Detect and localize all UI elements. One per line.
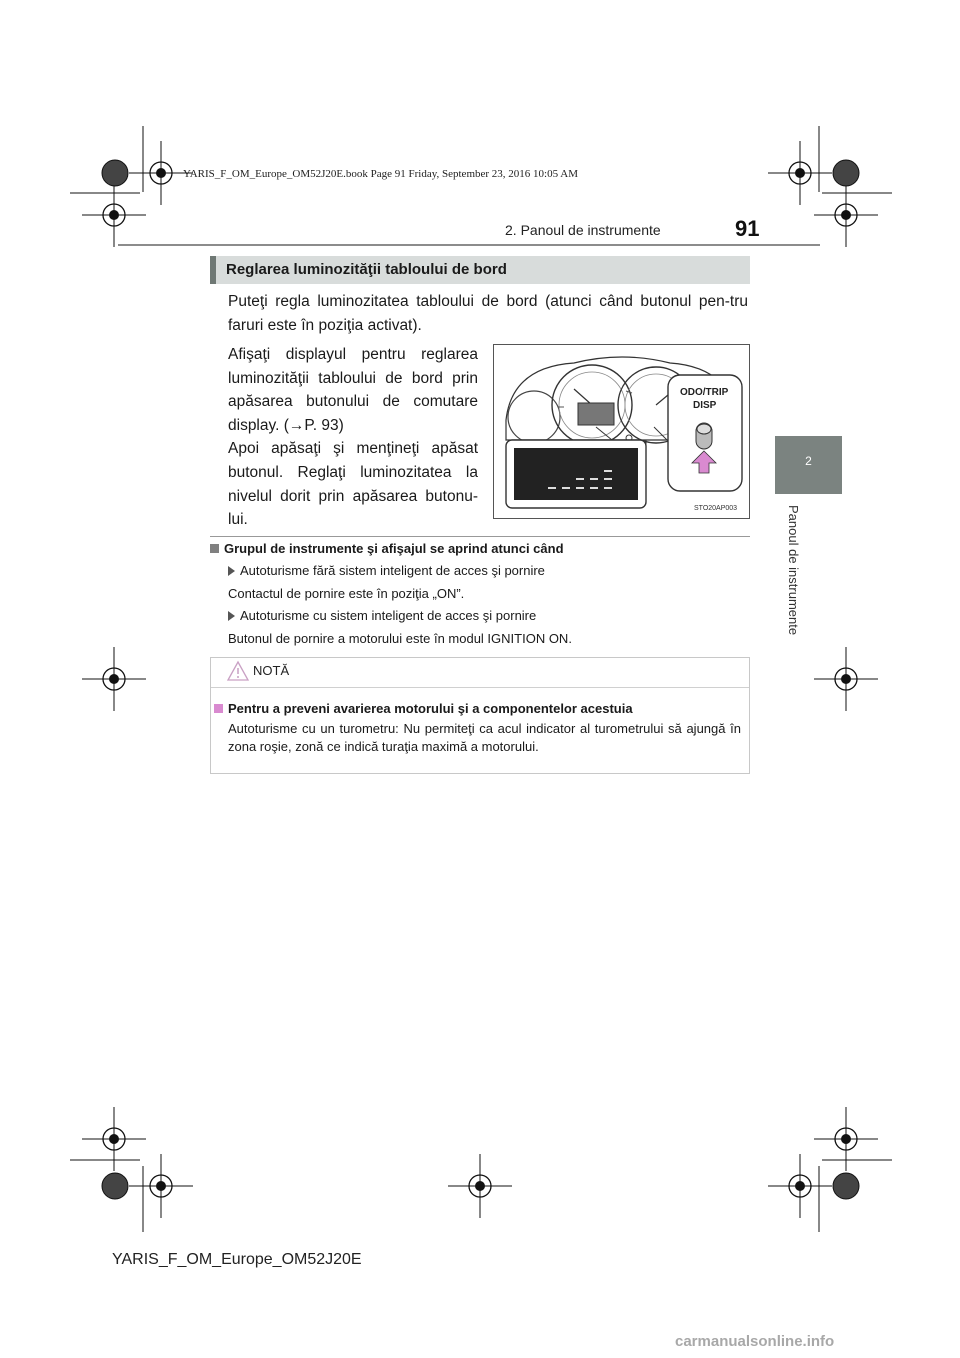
notice-divider xyxy=(211,687,749,688)
notice-label: NOTĂ xyxy=(253,663,290,678)
footer-doc-code: YARIS_F_OM_Europe_OM52J20E xyxy=(112,1251,362,1268)
watermark: carmanualsonline.info xyxy=(675,1333,835,1350)
triangle-bullet-icon xyxy=(228,566,235,576)
instruction-line: luminozităţii tabloului de bord prin xyxy=(228,369,478,387)
case1-title xyxy=(228,563,545,578)
case2-text: Butonul de pornire a motorului este în modul IGNITION ON. xyxy=(228,631,572,646)
case1-title-text: Autoturisme fără sistem inteligent de acces şi pornire xyxy=(240,563,545,578)
instrument-cluster-illustration xyxy=(493,344,750,519)
button-label-disp: DISP xyxy=(693,400,717,411)
chapter-label: Panoul de instrumente xyxy=(786,505,801,636)
bullet-square-icon xyxy=(210,544,219,553)
separator-rule xyxy=(210,536,750,537)
triangle-bullet-icon xyxy=(228,611,235,621)
note-heading xyxy=(210,541,564,556)
warning-triangle-icon xyxy=(226,660,250,682)
header-rule xyxy=(118,244,820,246)
cluster-drawing xyxy=(494,345,749,518)
notice-body: Autoturisme cu un turometru: Nu permiteţi ca acul indicator al turometrului să ajungă în zona roşie, zonă ce indică turaţia maximă a motorului. xyxy=(228,721,741,754)
illustration-code: STO20AP003 xyxy=(694,505,738,512)
header-section-title: 2. Panoul de instrumente xyxy=(505,222,661,238)
intro-paragraph: Puteţi regla luminozitatea tabloului de bord (atunci când butonul pen-tru faruri este în poziţia activat). xyxy=(228,293,748,334)
instruction-paragraph xyxy=(228,343,478,532)
book-info-line: YARIS_F_OM_Europe_OM52J20E.book Page 91 Friday, September 23, 2016 10:05 AM xyxy=(183,168,578,180)
note-heading-text: Grupul de instrumente şi afişajul se aprind atunci când xyxy=(224,541,564,556)
case1-text: Contactul de pornire este în poziţia „ON”. xyxy=(228,586,465,601)
notice-heading-text: Pentru a preveni avarierea motorului şi a componentelor acestuia xyxy=(228,701,633,716)
instruction-line: apăsarea butonului de comutare xyxy=(228,393,478,411)
page-number: 91 xyxy=(735,216,760,241)
case2-title-text: Autoturisme cu sistem inteligent de acces şi pornire xyxy=(240,608,537,623)
instruction-line: Afişaţi displayul pentru reglarea xyxy=(228,346,478,363)
instruction-line: butonul. Reglaţi luminozitatea la xyxy=(228,463,478,481)
instruction-line: nivelul dorit prin apăsarea butonu- xyxy=(228,487,478,505)
button-label-odo-trip: ODO/TRIP xyxy=(680,387,729,398)
instruction-line: display. (→P. 93) xyxy=(228,416,344,434)
instruction-line: lui. xyxy=(228,511,248,529)
section-title: Reglarea luminozităţii tabloului de bord xyxy=(226,261,507,278)
instruction-line: Apoi apăsaţi şi menţineţi apăsat xyxy=(228,440,478,458)
notice-heading xyxy=(214,701,633,716)
case2-title xyxy=(228,608,536,623)
chapter-number: 2 xyxy=(805,454,812,468)
bullet-square-icon xyxy=(214,704,223,713)
